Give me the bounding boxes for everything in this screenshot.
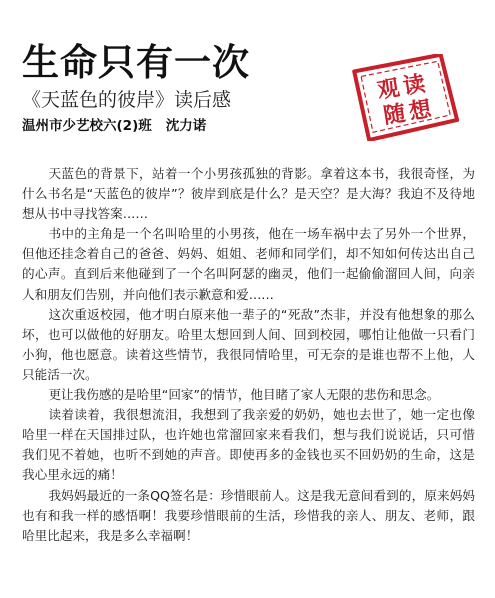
stamp-line-2: 随想 <box>381 96 438 130</box>
stamp-line-1: 观读 <box>375 71 431 104</box>
paragraph-5: 读着读着，我很想流泪，我想到了我亲爱的奶奶，她也去世了，她一定也像哈里一样在天国排过队，也许她也常溜回家来看我们，想与我们说说话，只可惜我们见不着她，也听不到她的声音。即使再多的金钱也买不回奶奶的生命，这是我心里永远的痛！ <box>22 407 475 483</box>
paragraph-3: 这次重返校园，他才明白原来他一辈子的“死敌”杰非，并没有他想象的那么坏，也可以做他的好朋友。哈里太想回到人间、回到校园，哪怕让他做一只看门小狗，他也愿意。读着这些情节，我很同情哈里，可无奈的是谁也帮不上他，人只能活一次。 <box>22 306 475 382</box>
article-subtitle: 《天蓝色的彼岸》读后感 <box>22 89 232 111</box>
article-body <box>22 164 475 546</box>
school-class: 温州市少艺校六(2)班 <box>22 118 152 134</box>
paragraph-2: 书中的主角是一个名叫哈里的小男孩，他在一场车祸中去了另外一个世界，但他还挂念着自己的爸爸、妈妈、姐姐、老师和同学们，却不知如何传达出自己的心声。直到后来他碰到了一个名叫阿瑟的幽灵，他们一起偷偷溜回人间，向亲人和朋友们告别，并向他们表示歉意和爱…… <box>22 226 475 302</box>
column-stamp <box>347 54 462 141</box>
paragraph-6: 我妈妈最近的一条QQ签名是：珍惜眼前人。这是我无意间看到的，原来妈妈也有和我一样的感悟啊！我要珍惜眼前的生活，珍惜我的亲人、朋友、老师，跟哈里比起来，我是多么幸福啊！ <box>22 487 475 543</box>
author-name: 沈力诺 <box>165 118 207 134</box>
paragraph-1: 天蓝色的背景下，站着一个小男孩孤独的背影。拿着这本书，我很奇怪，为什么书名是“天蓝色的彼岸”？彼岸到底是什么？是天空？是大海？我迫不及待地想从书中寻找答案…… <box>22 166 475 222</box>
author-line <box>22 120 206 134</box>
paragraph-4: 更让我伤感的是哈里“回家”的情节，他目睹了家人无限的悲伤和思念。 <box>48 387 440 403</box>
article-title: 生命只有一次 <box>22 41 250 84</box>
